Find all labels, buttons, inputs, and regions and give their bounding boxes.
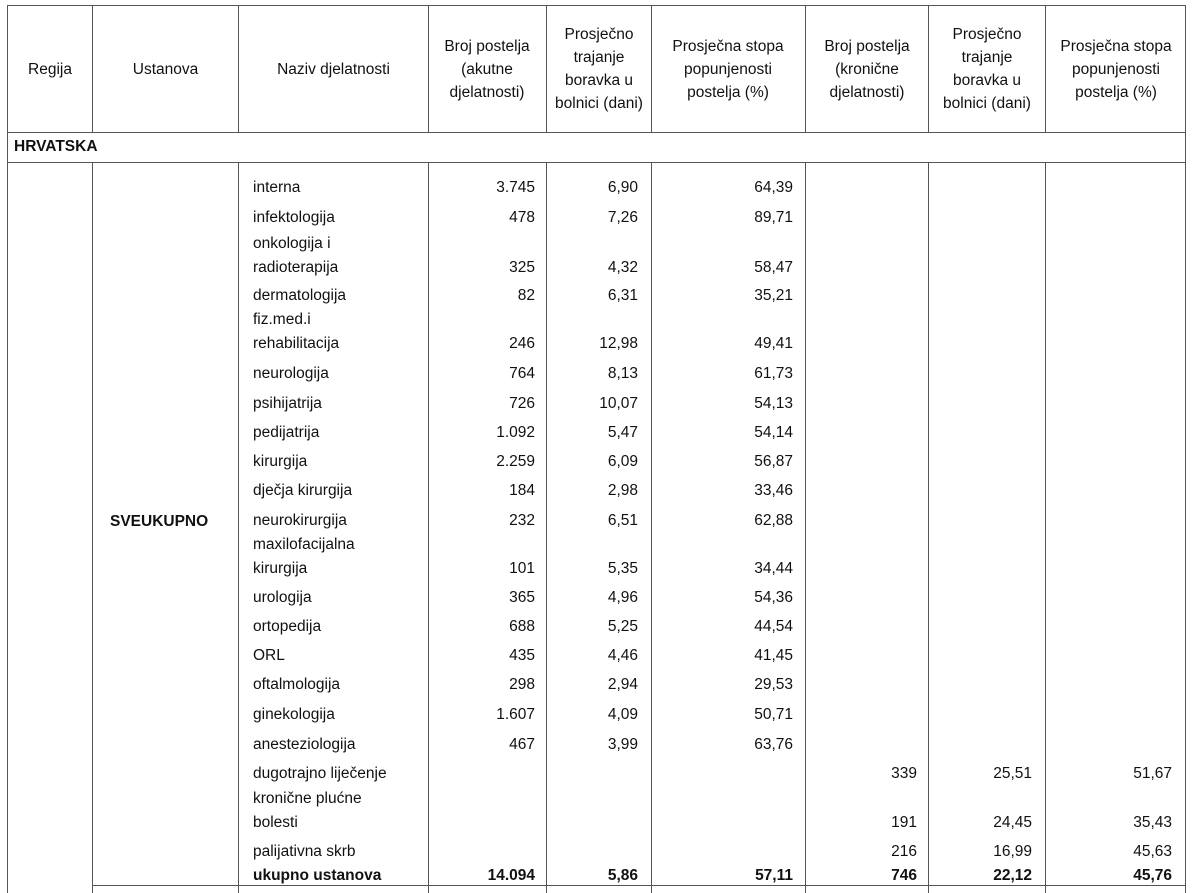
- activity-name: ortopedija: [253, 618, 322, 635]
- cell-traj-a: 5,25: [607, 618, 638, 635]
- cell-traj-a: 6,31: [607, 287, 638, 304]
- cell-traj-k: 24,45: [993, 814, 1032, 831]
- col-line: [1045, 5, 1046, 132]
- activity-name: ORL: [253, 647, 285, 664]
- cell-stopa-a: 64,39: [754, 179, 793, 196]
- cell-traj-a: 2,98: [607, 482, 638, 499]
- activity-name: neurokirurgija: [253, 512, 347, 529]
- cell-broj-k: 216: [891, 843, 917, 860]
- activity-name-line: fiz.med.i: [253, 311, 311, 328]
- activity-name: radioterapija: [253, 259, 339, 276]
- cell-traj-k: 16,99: [993, 843, 1032, 860]
- institution-label: SVEUKUPNO: [110, 513, 209, 530]
- activity-name: kirurgija: [253, 453, 308, 470]
- cell-broj-a: 325: [509, 259, 535, 276]
- cell-broj-a: 101: [509, 560, 535, 577]
- activity-name: neurologija: [253, 365, 329, 382]
- cell-broj-a: 2.259: [496, 453, 535, 470]
- activity-name: anesteziologija: [253, 736, 356, 753]
- col-line: [238, 162, 239, 893]
- table-right-border: [1185, 5, 1186, 893]
- cell-stopa-a: 29,53: [754, 676, 793, 693]
- header-text: Naziv djelatnosti: [277, 60, 390, 78]
- activity-name: ginekologija: [253, 706, 335, 723]
- header-text: Prosječna stopa popunjenosti postelja (%): [1060, 37, 1172, 101]
- cell-stopa-a: 61,73: [754, 365, 793, 382]
- cell-stopa-k: 51,67: [1133, 765, 1172, 782]
- activity-name: dječja kirurgija: [253, 482, 353, 499]
- cell-stopa-a: 50,71: [754, 706, 793, 723]
- cell-stopa-a: 56,87: [754, 453, 793, 470]
- activity-name: palijativna skrb: [253, 843, 356, 860]
- header-stopa-kronicne: [1052, 6, 1180, 132]
- cell-traj-a: 4,09: [607, 706, 638, 723]
- cell-stopa-k: 35,43: [1133, 814, 1172, 831]
- col-line: [428, 5, 429, 132]
- cell-stopa-a: 54,36: [754, 589, 793, 606]
- cell-stopa-k: 45,63: [1133, 843, 1172, 860]
- region-label: HRVATSKA: [14, 138, 98, 155]
- total-stopa-a: 57,11: [755, 867, 793, 884]
- cell-traj-a: 12,98: [599, 335, 638, 352]
- cell-broj-k: 191: [891, 814, 917, 831]
- cell-traj-a: 4,96: [607, 589, 638, 606]
- header-ustanova: [93, 6, 238, 132]
- cell-traj-a: 6,90: [607, 179, 638, 196]
- cell-traj-a: 6,51: [607, 512, 638, 529]
- cell-traj-a: 5,35: [607, 560, 638, 577]
- activity-name: dugotrajno liječenje: [253, 765, 387, 782]
- cell-broj-a: 1.607: [496, 706, 535, 723]
- activity-name: pedijatrija: [253, 424, 320, 441]
- cell-traj-a: 3,99: [607, 736, 638, 753]
- activity-name: rehabilitacija: [253, 335, 340, 352]
- activity-name: bolesti: [253, 814, 298, 831]
- total-broj-k: 746: [891, 867, 917, 884]
- col-line: [805, 162, 806, 893]
- header-naziv-djelatnosti: [239, 6, 428, 132]
- activity-name: psihijatrija: [253, 395, 322, 412]
- cell-stopa-a: 62,88: [754, 512, 793, 529]
- total-traj-k: 22,12: [993, 867, 1032, 884]
- cell-stopa-a: 63,76: [754, 736, 793, 753]
- cell-traj-a: 8,13: [607, 365, 638, 382]
- cell-broj-a: 435: [509, 647, 535, 664]
- header-text: Prosječno trajanje boravka u bolnici (dani): [555, 26, 643, 112]
- cell-broj-a: 478: [509, 209, 535, 226]
- cell-broj-a: 688: [509, 618, 535, 635]
- activity-name-line: kronične plućne: [253, 790, 362, 807]
- cell-broj-a: 726: [509, 395, 535, 412]
- total-label: ukupno ustanova: [253, 867, 382, 884]
- cell-stopa-a: 44,54: [754, 618, 793, 635]
- cell-broj-a: 184: [509, 482, 535, 499]
- cell-broj-a: 1.092: [496, 424, 535, 441]
- activity-name: infektologija: [253, 209, 335, 226]
- header-trajanje-akutne: [552, 6, 646, 132]
- table-bottom-border: [92, 885, 1185, 886]
- header-stopa-akutne: [662, 6, 794, 132]
- cell-traj-a: 7,26: [607, 209, 638, 226]
- activity-name-line: maxilofacijalna: [253, 536, 355, 553]
- header-bottom-border: [7, 132, 1185, 133]
- cell-broj-a: 246: [509, 335, 535, 352]
- cell-traj-a: 5,47: [607, 424, 638, 441]
- col-line: [7, 5, 8, 893]
- cell-stopa-a: 34,44: [754, 560, 793, 577]
- header-text: Ustanova: [132, 60, 199, 78]
- cell-stopa-a: 41,45: [754, 647, 793, 664]
- cell-traj-a: 4,32: [607, 259, 638, 276]
- cell-stopa-a: 49,41: [754, 335, 793, 352]
- cell-traj-a: 6,09: [607, 453, 638, 470]
- col-line: [651, 5, 652, 132]
- col-line: [92, 162, 93, 893]
- col-line: [928, 162, 929, 893]
- cell-broj-a: 3.745: [496, 179, 535, 196]
- cell-stopa-a: 58,47: [754, 259, 793, 276]
- cell-broj-a: 764: [509, 365, 535, 382]
- cell-stopa-a: 33,46: [754, 482, 793, 499]
- activity-name: oftalmologija: [253, 676, 341, 693]
- header-text: Broj postelja (akutne djelatnosti): [444, 37, 530, 101]
- activity-name-line: onkologija i: [253, 235, 331, 252]
- cell-traj-a: 10,07: [599, 395, 638, 412]
- header-text: Prosječna stopa popunjenosti postelja (%): [672, 37, 784, 101]
- activity-name: kirurgija: [253, 560, 308, 577]
- cell-broj-a: 232: [509, 512, 535, 529]
- cell-broj-k: 339: [891, 765, 917, 782]
- header-text: Prosječno trajanje boravka u bolnici (dani): [943, 26, 1031, 112]
- cell-broj-a: 82: [517, 287, 535, 304]
- col-line: [928, 5, 929, 132]
- activity-name: urologija: [253, 589, 312, 606]
- total-stopa-k: 45,76: [1133, 867, 1172, 884]
- total-broj-a: 14.094: [487, 867, 535, 884]
- total-traj-a: 5,86: [607, 867, 638, 884]
- cell-stopa-a: 54,13: [754, 395, 793, 412]
- cell-traj-a: 2,94: [607, 676, 638, 693]
- header-text: Regija: [28, 60, 72, 78]
- cell-traj-a: 4,46: [607, 647, 638, 664]
- col-line: [651, 162, 652, 893]
- cell-stopa-a: 35,21: [754, 287, 793, 304]
- region-bottom-border: [7, 162, 1185, 163]
- header-regija: [8, 6, 92, 132]
- header-broj-postelja-akutne: [436, 6, 538, 132]
- col-line: [1045, 162, 1046, 893]
- cell-stopa-a: 54,14: [754, 424, 793, 441]
- header-trajanje-kronicne: [934, 6, 1040, 132]
- header-text: Broj postelja (kronične djelatnosti): [824, 37, 910, 101]
- cell-traj-k: 25,51: [993, 765, 1032, 782]
- cell-stopa-a: 89,71: [754, 209, 793, 226]
- activity-name: interna: [253, 179, 301, 196]
- cell-broj-a: 467: [509, 736, 535, 753]
- col-line: [805, 5, 806, 132]
- header-broj-postelja-kronicne: [812, 6, 922, 132]
- col-line: [546, 5, 547, 132]
- activity-name: dermatologija: [253, 287, 347, 304]
- cell-broj-a: 365: [509, 589, 535, 606]
- col-line: [428, 162, 429, 893]
- cell-broj-a: 298: [509, 676, 535, 693]
